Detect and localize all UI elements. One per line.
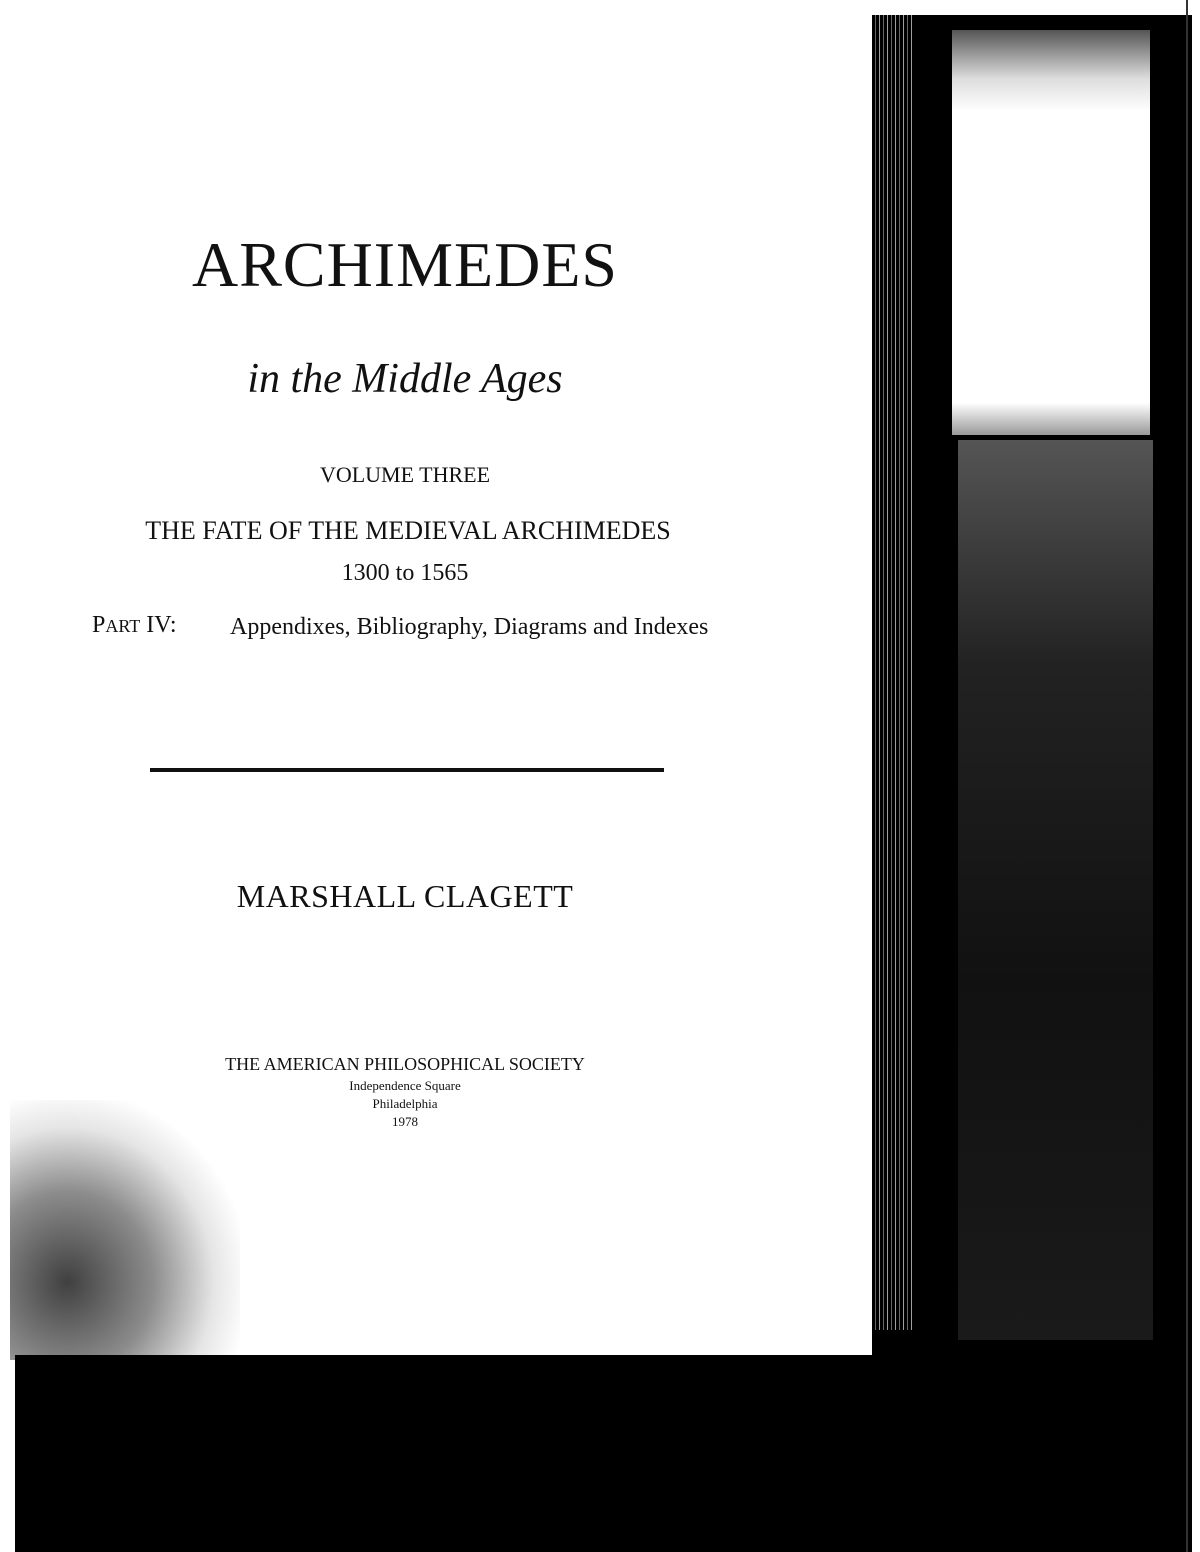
volume-title: THE FATE OF THE MEDIEVAL ARCHIMEDES — [145, 516, 671, 545]
publisher-city: Philadelphia — [372, 1096, 438, 1111]
book-title: ARCHIMEDES — [191, 229, 619, 300]
volume-years: 1300 to 1565 — [341, 560, 469, 586]
part-description: Appendixes, Bibliography, Diagrams and Indexes — [230, 614, 709, 640]
publisher-name: THE AMERICAN PHILOSOPHICAL SOCIETY — [225, 1054, 585, 1074]
part-label: PART IV: — [92, 612, 177, 638]
volume-number: VOLUME THREE — [319, 462, 491, 487]
scan-streaks — [872, 15, 912, 1335]
author-name: MARSHALL CLAGETT — [236, 878, 574, 914]
publisher-address: Independence Square — [349, 1078, 461, 1093]
book-subtitle: in the Middle Ages — [247, 356, 563, 402]
scan-smudge — [10, 1100, 240, 1360]
publication-year: 1978 — [392, 1114, 418, 1129]
scan-dark-margin-bottom — [15, 1355, 1015, 1552]
scan-light-patch — [952, 30, 1150, 435]
horizontal-rule — [150, 768, 664, 772]
scan-corner — [875, 1330, 955, 1360]
scan-edge-line — [1186, 0, 1188, 1552]
scan-grey-area — [958, 440, 1153, 1340]
